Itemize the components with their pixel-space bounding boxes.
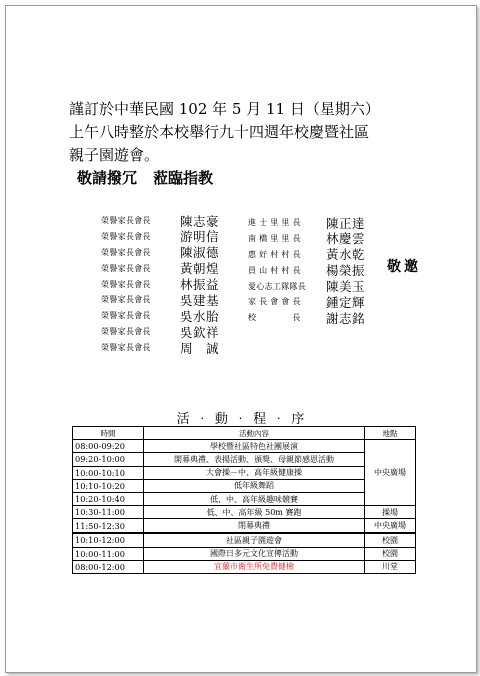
row-time: 08:00-09:20 — [73, 440, 144, 453]
row-time: 10:20-10:40 — [73, 492, 144, 505]
row-place: 川堂 — [365, 560, 416, 573]
host-entry — [101, 337, 220, 356]
row-place: 中央廣場 — [365, 440, 416, 506]
table-row — [73, 533, 416, 547]
host-title: 榮譽家長會長 — [101, 231, 151, 241]
host-name: 林振益 — [180, 277, 220, 293]
table-row — [73, 479, 416, 492]
header-place: 地點 — [365, 427, 416, 440]
host-name: 林慶雲 — [326, 231, 366, 247]
row-time: 10:10-12:00 — [73, 533, 144, 547]
invite-phrase — [77, 167, 229, 188]
row-time: 10:10-10:20 — [73, 479, 144, 492]
host-title: 校 長 — [248, 313, 301, 323]
host-name: 吳欽祥 — [180, 324, 220, 340]
invite-phrase-part: 蒞臨指教 — [153, 169, 214, 187]
row-content: 開幕典禮、表揚活動、頒獎、母親節感恩活動 — [144, 453, 365, 466]
schedule-title: 活 ‧ 動 ‧ 程 ‧ 序 — [176, 412, 306, 427]
row-place: 中央廣場 — [365, 519, 416, 534]
salutation: 敬邀 — [387, 259, 421, 275]
hosts-list-right — [248, 212, 366, 326]
host-name: 楊榮振 — [326, 263, 366, 279]
host-title: 愛心志工隊隊長 — [248, 281, 307, 291]
row-content: 國際日多元文化宣傳活動 — [144, 547, 365, 560]
host-title: 榮譽家長會長 — [101, 263, 151, 273]
invitation-text — [69, 98, 419, 167]
hosts-list-left — [101, 210, 220, 356]
host-title: 榮譽家長會長 — [101, 247, 151, 257]
host-entry — [101, 210, 220, 229]
table-row — [73, 519, 416, 534]
invitation-card — [5, 5, 477, 673]
row-time: 11:50-12:30 — [73, 519, 144, 534]
host-name: 陳志豪 — [180, 213, 220, 229]
host-name: 黃水乾 — [326, 247, 366, 263]
header-time: 時間 — [73, 427, 144, 440]
host-name: 陳美玉 — [326, 279, 366, 295]
row-content-highlight: 宜蘭市衛生所免費健檢 — [144, 560, 365, 573]
schedule-table — [72, 426, 416, 574]
host-title: 榮譽家長會長 — [101, 327, 151, 337]
row-time: 09:20-10:00 — [73, 453, 144, 466]
row-content: 閉幕典禮 — [144, 519, 365, 534]
host-entry — [248, 291, 366, 310]
host-name: 謝志銘 — [326, 310, 366, 326]
row-content: 低、中、高年級趣味競賽 — [144, 492, 365, 505]
host-name: 游明信 — [180, 229, 220, 245]
host-entry — [248, 228, 366, 247]
row-content: 學校暨社區特色社團展演 — [144, 440, 365, 453]
table-row — [73, 453, 416, 466]
host-title: 進 士 里 里 長 — [248, 218, 301, 227]
host-title: 家 長 會 會 長 — [248, 297, 301, 307]
host-name: 周 誠 — [180, 340, 220, 356]
table-row — [73, 440, 416, 453]
host-name: 黃朝煌 — [180, 261, 220, 277]
host-entry — [248, 260, 366, 279]
host-entry — [248, 244, 366, 263]
table-row — [73, 547, 416, 560]
row-time: 08:00-12:00 — [73, 560, 144, 573]
host-entry — [101, 289, 220, 308]
host-entry — [101, 242, 220, 261]
host-name: 鍾定輝 — [326, 294, 366, 310]
host-entry — [101, 305, 220, 324]
host-entry — [101, 274, 220, 293]
host-title: 榮譽家長會長 — [101, 279, 151, 289]
host-entry — [101, 258, 220, 277]
table-row — [73, 560, 416, 573]
row-time: 10:30-11:00 — [73, 506, 144, 519]
host-title: 南 橋 里 里 長 — [248, 233, 301, 243]
row-content: 低、中、高年級 50m 賽跑 — [144, 506, 365, 519]
invite-phrase-part: 敬請撥冗 — [77, 169, 138, 187]
host-entry — [101, 226, 220, 245]
host-title: 惠 好 村 村 長 — [248, 249, 301, 259]
row-content: 社區親子園遊會 — [144, 533, 365, 547]
row-place: 校園 — [365, 533, 416, 547]
row-time: 10:00-10:10 — [73, 466, 144, 479]
intro-line: 親子園遊會。 — [69, 146, 160, 164]
host-title: 員 山 村 村 長 — [248, 265, 301, 275]
header-content: 活動內容 — [144, 427, 365, 440]
host-name: 吳建基 — [180, 292, 220, 308]
row-place: 操場 — [365, 506, 416, 519]
row-place: 校園 — [365, 547, 416, 560]
host-name: 吳水胎 — [180, 308, 220, 324]
table-row — [73, 506, 416, 519]
host-title: 榮譽家長會長 — [101, 295, 151, 305]
host-name: 陳正達 — [326, 215, 366, 231]
host-entry — [101, 321, 220, 340]
row-content: 低年級舞蹈 — [144, 479, 365, 492]
row-content: 大會操－中、高年級健康操 — [144, 466, 365, 479]
host-entry — [248, 307, 366, 326]
row-time: 10:00-11:00 — [73, 547, 144, 560]
intro-line: 謹訂於中華民國 102 年 5 月 11 日（星期六） — [69, 100, 380, 118]
table-header-row — [73, 427, 416, 440]
table-row — [73, 492, 416, 505]
host-entry — [248, 212, 366, 231]
host-title: 榮譽家長會長 — [101, 216, 151, 225]
host-entry — [248, 276, 366, 295]
host-name: 陳淑德 — [180, 245, 220, 261]
host-title: 榮譽家長會長 — [101, 311, 151, 321]
host-title: 榮譽家長會長 — [101, 343, 151, 353]
table-row — [73, 466, 416, 479]
intro-line: 上午八時整於本校舉行九十四週年校慶暨社區 — [69, 123, 370, 141]
